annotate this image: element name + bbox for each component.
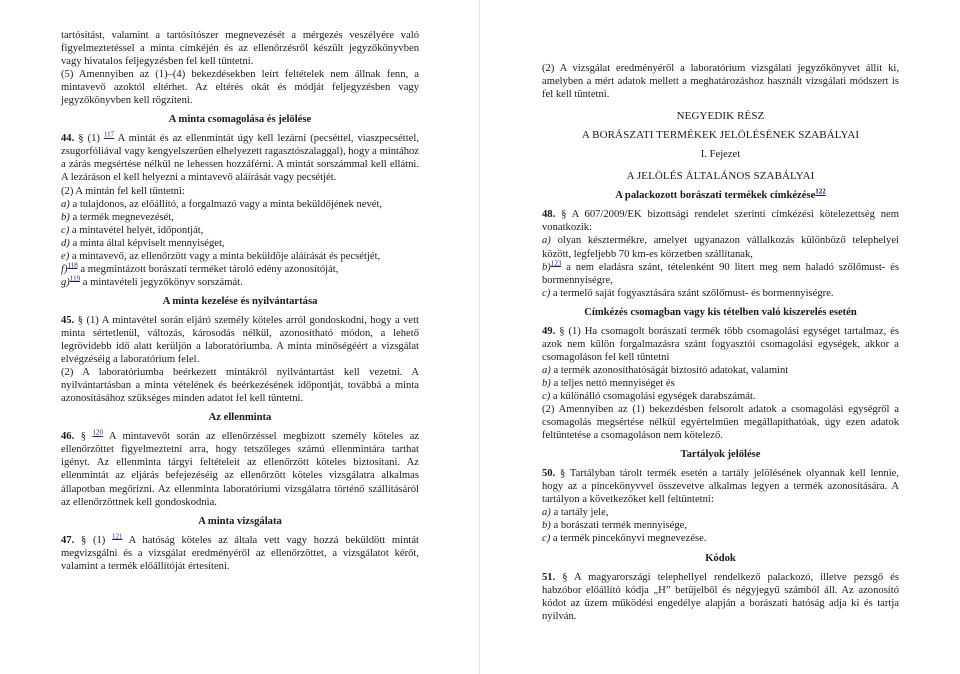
section-heading: A palackozott borászati termékek címkézése$^{122}$ xyxy=(615,187,826,202)
list-item: a) olyan késztermékre, amelyet ugyanazon vállalkozás különböző telephelyei között, legfeljebb 70 km-es körzetben szállítanak, xyxy=(542,235,899,260)
section-45: 45. § (1) A mintavétel során eljáró személy köteles arról gondoskodni, hogy a vett minta sértetlenül, változás, károsodás nélkül, azonosítható módon, a lehető legrövidebb idő alatt kerüljön a laboratóriumba. A minta minőségéért a vizsgálat elvégzéséig a laboratórium felel. xyxy=(61,314,420,366)
part-heading: NEGYEDIK RÉSZ xyxy=(676,110,765,123)
footnote-link[interactable]: 118 xyxy=(67,261,78,270)
footnote-link[interactable]: 117 xyxy=(103,130,115,139)
paragraph: (2) Amennyiben az (1) bekezdésben felsorolt adatok a csomagolási egységről a csomagolás megsértése nélkül egyértelműen megállapíthatóak, úgy ezen adatok feltüntetése a csomagoláson nem kötelező. xyxy=(542,404,899,442)
footnote-link[interactable]: 122 xyxy=(815,187,826,196)
paragraph: (2) A mintán fel kell tüntetni: xyxy=(61,185,185,197)
list-item: a) a termék azonosíthatóságát biztosító adatokat, valamint xyxy=(542,364,789,376)
list-item: e) a mintavevő, az ellenőrzött vagy a minta beküldője aláírását és pecsétjét, xyxy=(61,250,381,262)
section-heading: A minta csomagolása és jelölése xyxy=(168,114,312,126)
footnote-link[interactable]: 123 xyxy=(550,259,562,268)
footnote-link[interactable]: 120 xyxy=(92,428,104,437)
list-item: b) a borászati termék mennyisége, xyxy=(542,520,688,532)
section-47: 47. § (1) $^{121}$ A hatóság köteles az általa vett vagy hozzá beküldött mintát megvizsgálni és a vizsgálat eredményéről az ellenőrzöttet, a vizsgálatot kérőt, valamint a termék előállítóját értesíteni. xyxy=(61,532,419,572)
list-item: f)$^{118}$ a megmintázott borászati terméket tároló edény azonosítóját, xyxy=(61,261,339,275)
paragraph: (2) A vizsgálat eredményéről a laboratórium vizsgálati jegyzőkönyvet állít ki, amelyben a mért adatok mellett a meghatározáshoz használt vizsgálati módszert is fel kell tüntetni. xyxy=(542,63,899,101)
section-heading: A minta vizsgálata xyxy=(198,515,282,527)
list-item: b) a teljes nettó mennyiséget és xyxy=(542,377,675,389)
list-item: c) a különálló csomagolási egységek darabszámát. xyxy=(542,390,756,402)
chapter-heading: I. Fejezet xyxy=(700,149,741,161)
paragraph: (2) A laboratóriumba beérkezett mintákról nyilvántartást kell vezetni. A nyilvántartásban a minta vételének és beérkezésének időpontját, továbbá a minta azonosításához szükséges minden adatot fel kell tüntetni. xyxy=(61,367,419,405)
section-heading: Tartályok jelölése xyxy=(680,449,761,461)
section-44: 44. § (1) $^{117}$ A mintát és az ellenmintát úgy kell lezárni (pecséttel, viaszpecséttel, zsugorfóliával vagy kengyelszerűen elhelyezett ragasztószalaggal), hogy a mintához a zárás megsértése nélkül ne lehessen hozzáférni. A mintát sorszámmal kell ellátni. A lezáráson el kell helyezni a mintavevő aláírását vagy pecsétjét. xyxy=(61,130,419,184)
list-item: a) a tartály jele, xyxy=(542,507,609,519)
chapter-title: A JELÖLÉS ÁLTALÁNOS SZABÁLYAI xyxy=(626,170,815,183)
footnote-link[interactable]: 119 xyxy=(69,274,81,283)
section-46: 46. § $^{120}$ A mintavevőt során az ellenőrzéssel megbízott személy köteles az ellenőrzöttet figyelmeztetni arra, hogy tetszőleges számú ellenmintára tarthat igényt. Az ellenminta tárgyi feltételeit az ellenőrzött köteles biztosítani. Az ellenmintát az eljárás befejezéséig az ellenőrzött köteles vizsgálatra alkalmas állapotban megőrizni. Az ellenminta laboratóriumi vizsgálatra történő szállításáról az ellenőrzöttnek kell gondoskodnia. xyxy=(61,428,419,508)
section-heading: Az ellenminta xyxy=(208,412,272,424)
right-column xyxy=(542,62,899,623)
section-heading: Kódok xyxy=(705,552,736,564)
part-title: A BORÁSZATI TERMÉKEK JELÖLÉSÉNEK SZABÁLYAI xyxy=(581,129,860,142)
list-item: c) a termelő saját fogyasztására szánt szőlőmust- és bormennyiségre. xyxy=(542,287,834,299)
section-50: 50. § Tartályban tárolt termék esetén a tartály jelölésének olyannak kell lennie, hogy az a pincekönyvvel összevetve alkalmas legyen a termék azonosítására. A tartályon a következőket kell feltüntetni: xyxy=(542,468,899,506)
list-item: c) a termék pincekönyvi megnevezése. xyxy=(542,533,707,545)
list-item: c) a mintavétel helyét, időpontját, xyxy=(61,224,204,236)
list-item: b)$^{123}$ a nem eladásra szánt, tételenként 90 litert meg nem haladó szőlőmust- és bormennyiségre, xyxy=(542,259,899,286)
left-column xyxy=(61,29,419,573)
section-51: 51. § A magyarországi telephellyel rendelkező palackozó, illetve pezsgő és habzóbor előállító kódja „H” betűjelből és négyjegyű számból áll. Az azonosító kódot az üzem működési engedélye alapján a borászati hatóság adja ki és tartja nyilván. xyxy=(542,571,899,622)
list-item: d) a minta által képviselt mennyiséget, xyxy=(61,237,225,249)
paragraph: tartósítást, valamint a tartósítószer megnevezését a mérgezés veszélyére való figyelmeztetéssel a minta címkéjén és az ellenőrzésről készült jegyzőkönyvben vagy hivatalos feljegyzésben fel kell tüntetni. xyxy=(61,30,419,68)
section-heading: Címkézés csomagban vagy kis tételben való kiszerelés esetén xyxy=(584,306,857,318)
right-page xyxy=(480,0,960,674)
list-item: g)$^{119}$ a mintavételi jegyzőkönyv sorszámát. xyxy=(61,274,243,288)
section-heading: A minta kezelése és nyilvántartása xyxy=(162,295,318,307)
list-item: a) a tulajdonos, az előállító, a forgalmazó vagy a minta beküldőjének nevét, xyxy=(61,198,383,210)
paragraph: (5) Amennyiben az (1)–(4) bekezdésekben leírt feltételek nem állnak fenn, a mintavevő azoktól eltérhet. Az eltérés okát és módját feljegyzésben vagy jegyzőkönyvben kell rögzíteni. xyxy=(61,69,419,107)
footnote-link[interactable]: 121 xyxy=(112,532,123,541)
section-49: 49. § (1) Ha csomagolt borászati termék több csomagolási egységet tartalmaz, és azok nem külön forgalmazásra szánt fogyasztói csomagolási egységek, akkor a csomagoláson fel kell tüntetni xyxy=(542,325,899,363)
section-48: 48. § A 607/2009/EK bizottsági rendelet szerinti címkézési kötelezettség nem vonatkozik: xyxy=(542,209,899,234)
list-item: b) a termék megnevezését, xyxy=(61,211,174,223)
